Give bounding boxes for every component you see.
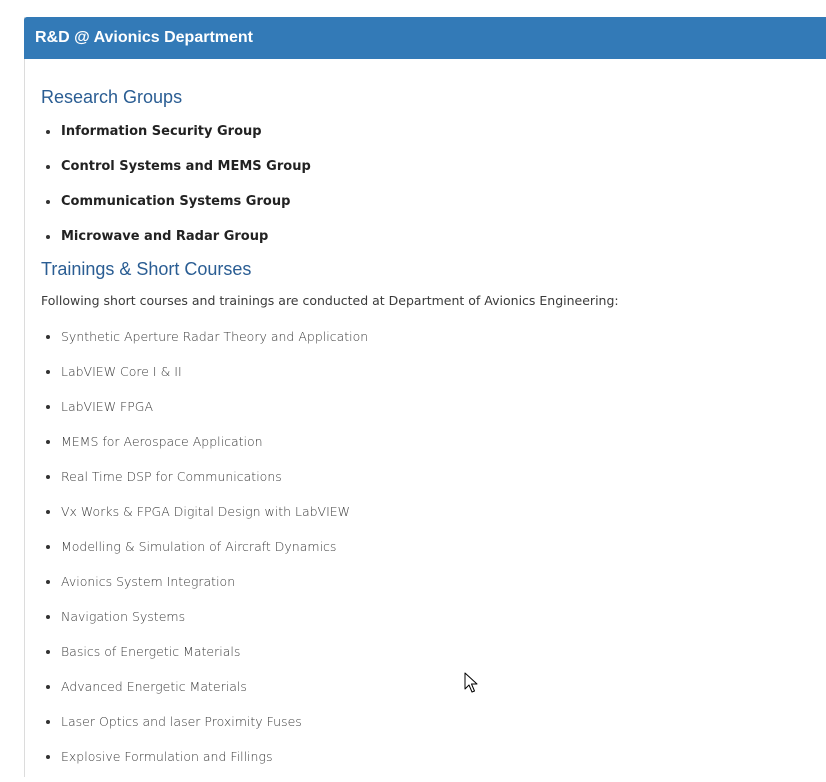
- list-item: Explosive Formulation and Fillings: [41, 747, 368, 782]
- mouse-pointer-icon: [464, 672, 478, 694]
- bullet-icon: [46, 200, 50, 204]
- trainings-intro: Following short courses and trainings are conducted at Department of Avionics Engineering:: [41, 293, 619, 308]
- list-item: Synthetic Aperture Radar Theory and Application: [41, 327, 368, 362]
- courses-list: [41, 327, 368, 782]
- bullet-icon: [46, 440, 50, 444]
- bullet-icon: [46, 165, 50, 169]
- bullet-icon: [46, 650, 50, 654]
- bullet-icon: [46, 335, 50, 339]
- bullet-icon: [46, 615, 50, 619]
- bullet-icon: [46, 685, 50, 689]
- list-item: Modelling & Simulation of Aircraft Dynamics: [41, 537, 368, 572]
- bullet-icon: [46, 370, 50, 374]
- list-item: Avionics System Integration: [41, 572, 368, 607]
- list-item: Advanced Energetic Materials: [41, 677, 368, 712]
- rd-panel: [24, 17, 826, 777]
- bullet-icon: [46, 510, 50, 514]
- bullet-icon: [46, 235, 50, 239]
- bullet-icon: [46, 130, 50, 134]
- bullet-icon: [46, 720, 50, 724]
- list-item: LabVIEW FPGA: [41, 397, 368, 432]
- list-item: Information Security Group: [41, 122, 311, 157]
- list-item: LabVIEW Core I & II: [41, 362, 368, 397]
- bullet-icon: [46, 755, 50, 759]
- research-groups-heading: Research Groups: [41, 87, 183, 107]
- list-item: Navigation Systems: [41, 607, 368, 642]
- bullet-icon: [46, 580, 50, 584]
- list-item: Laser Optics and laser Proximity Fuses: [41, 712, 368, 747]
- list-item: Vx Works & FPGA Digital Design with LabVIEW: [41, 502, 368, 537]
- research-groups-list: [41, 122, 311, 262]
- bullet-icon: [46, 545, 50, 549]
- bullet-icon: [46, 405, 50, 409]
- panel-title: R&D @ Avionics Department: [24, 17, 826, 59]
- list-item: Real Time DSP for Communications: [41, 467, 368, 502]
- list-item: MEMS for Aerospace Application: [41, 432, 368, 467]
- list-item: Basics of Energetic Materials: [41, 642, 368, 677]
- list-item: Control Systems and MEMS Group: [41, 157, 311, 192]
- bullet-icon: [46, 475, 50, 479]
- list-item: Communication Systems Group: [41, 192, 311, 227]
- trainings-heading: Trainings & Short Courses: [41, 259, 252, 279]
- list-item: Microwave and Radar Group: [41, 227, 311, 262]
